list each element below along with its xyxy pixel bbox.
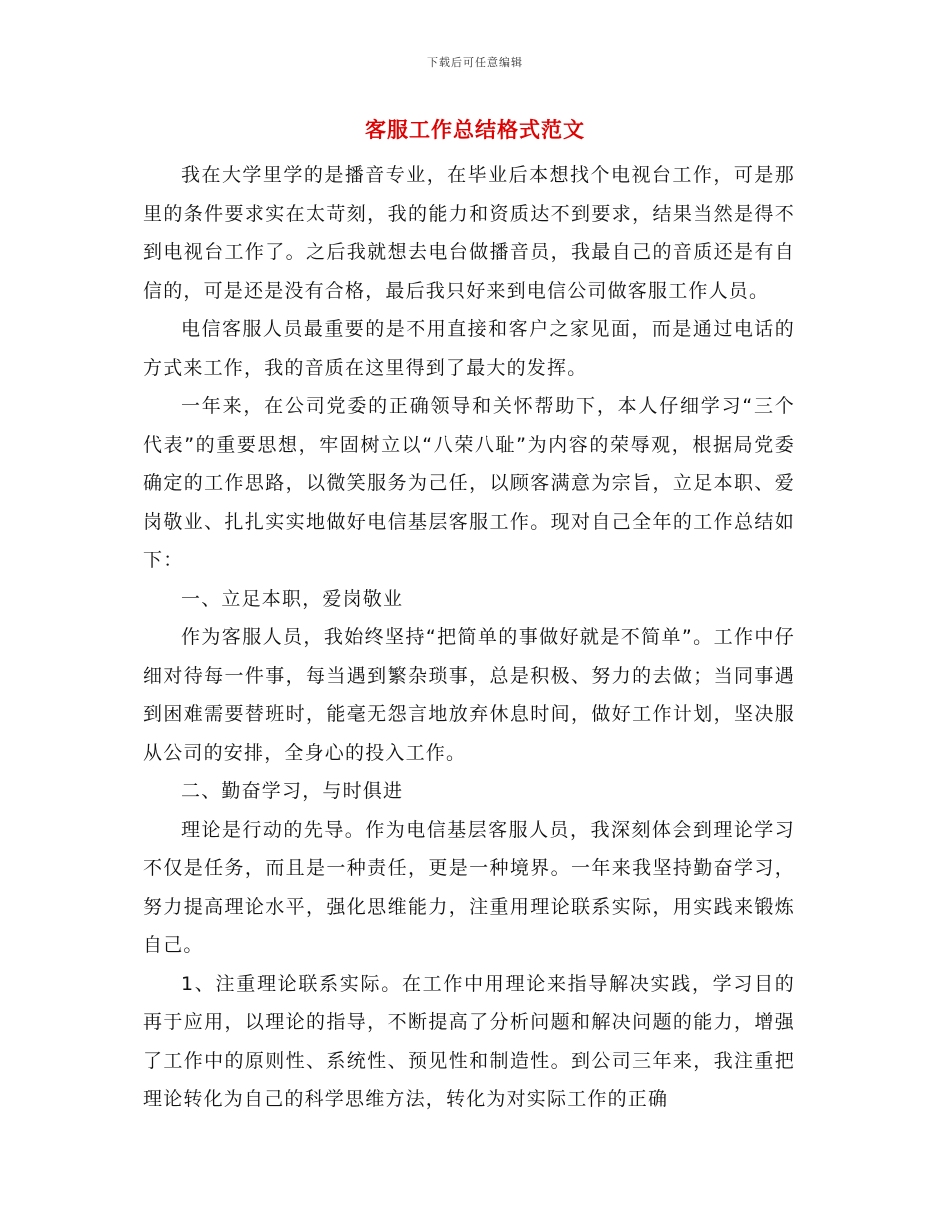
- paragraph: 理论是行动的先导。作为电信基层客服人员，我深刻体会到理论学习不仅是任务，而且是一种责任，更是一种境界。一年来我坚持勤奋学习，努力提高理论水平，强化思维能力，注重用理论联系实际，用实践来锻炼自己。: [143, 818, 795, 956]
- paragraph: 一年来，在公司党委的正确领导和关怀帮助下，本人仔细学习“三个代表”的重要思想，牢固树立以“八荣八耻”为内容的荣辱观，根据局党委确定的工作思路，以微笑服务为己任，以顾客满意为宗旨，立足本职、爱岗敬业、扎扎实实地做好电信基层客服工作。现对自己全年的工作总结如下：: [143, 395, 795, 571]
- paragraph: 1、注重理论联系实际。在工作中用理论来指导解决实践，学习目的再于应用，以理论的指导，不断提高了分析问题和解决问题的能力，增强了工作中的原则性、系统性、预见性和制造性。到公司三年来，我注重把理论转化为自己的科学思维方法，转化为对实际工作的正确: [143, 972, 795, 1110]
- paragraph: 作为客服人员，我始终坚持“把简单的事做好就是不简单”。工作中仔细对待每一件事，每当遇到繁杂琐事，总是积极、努力的去做；当同事遇到困难需要替班时，能毫无怨言地放弃休息时间，做好工作计划，坚决服从公司的安排，全身心的投入工作。: [143, 626, 795, 764]
- document-body: [143, 156, 795, 1119]
- section-heading: 一、立足本职，爱岗敬业: [181, 587, 404, 610]
- document-title: 客服工作总结格式范文: [365, 117, 585, 142]
- header-note: 下载后可任意编辑: [427, 56, 523, 69]
- paragraph: 电信客服人员最重要的是不用直接和客户之家见面，而是通过电话的方式来工作，我的音质在这里得到了最大的发挥。: [143, 318, 795, 379]
- paragraph: 我在大学里学的是播音专业，在毕业后本想找个电视台工作，可是那里的条件要求实在太苛刻，我的能力和资质达不到要求，结果当然是得不到电视台工作了。之后我就想去电台做播音员，我最自己的音质还是有自信的，可是还是没有合格，最后我只好来到电信公司做客服工作人员。: [143, 164, 795, 302]
- section-heading: 二、勤奋学习，与时俱进: [181, 780, 404, 802]
